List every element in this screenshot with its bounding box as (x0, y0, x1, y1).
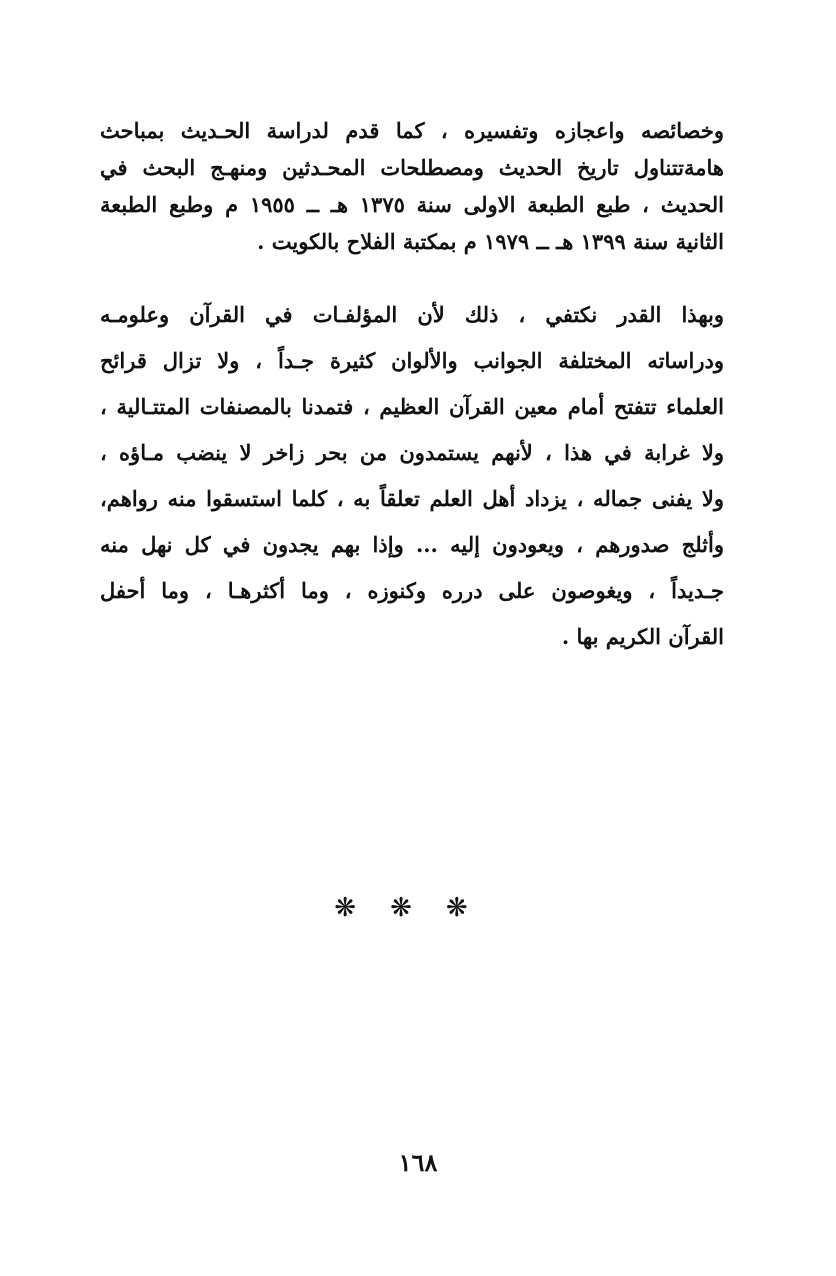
text-line: الثانية سنة ١٣٩٩ هـ ــ ١٩٧٩ م بمكتبة الفلاح بالكويت . (257, 229, 724, 254)
text-line: الحديث ، طبع الطبعة الاولى سنة ١٣٧٥ هـ ــ ١٩٥٥ م وطبع الطبعة (100, 192, 724, 217)
text-line: هامةتتناول تاريخ الحديث ومصطلحات المحـدثين ومنهـج البحث في (100, 155, 724, 180)
text-line: وخصائصه واعجازه وتفسيره ، كما قدم لدراسة الحـديث بمباحث (100, 118, 724, 143)
text-line: ولا يفنى جماله ، يزداد أهل العلم تعلقاً به ، كلما استسقوا منه رواهم، (100, 486, 724, 511)
asterisk-ornament-icon: ❋ (445, 893, 502, 923)
text-line: وأثلج صدورهم ، ويعودون إليه ... وإذا بهم يجدون في كل نهل منه (100, 532, 724, 557)
text-line: ودراساته المختلفة الجوانب والألوان كثيرة جـداً ، ولا تزال قرائح (100, 348, 724, 373)
page-number: ١٦٨ (398, 1148, 438, 1177)
asterisk-ornament-icon: ❋ (334, 893, 391, 923)
text-line: القرآن الكريم بها . (561, 624, 724, 649)
paragraph-1 (100, 112, 724, 260)
paragraph-2 (100, 292, 724, 660)
text-line: ولا غرابة في هذا ، لأنهم يستمدون من بحر زاخر لا ينضب مـاؤه ، (100, 440, 724, 465)
asterisk-ornament-icon: ❋ (390, 893, 446, 923)
text-line: جـديداً ، ويغوصون على درره وكنوزه ، وما أكثرهـا ، وما أحفل (100, 578, 724, 603)
text-line: وبهذا القدر نكتفي ، ذلك لأن المؤلفـات في القرآن وعلومـه (100, 302, 724, 327)
section-separator (0, 893, 836, 923)
text-line: العلماء تتفتح أمام معين القرآن العظيم ، فتمدنا بالمصنفات المتتـالية ، (100, 394, 724, 419)
